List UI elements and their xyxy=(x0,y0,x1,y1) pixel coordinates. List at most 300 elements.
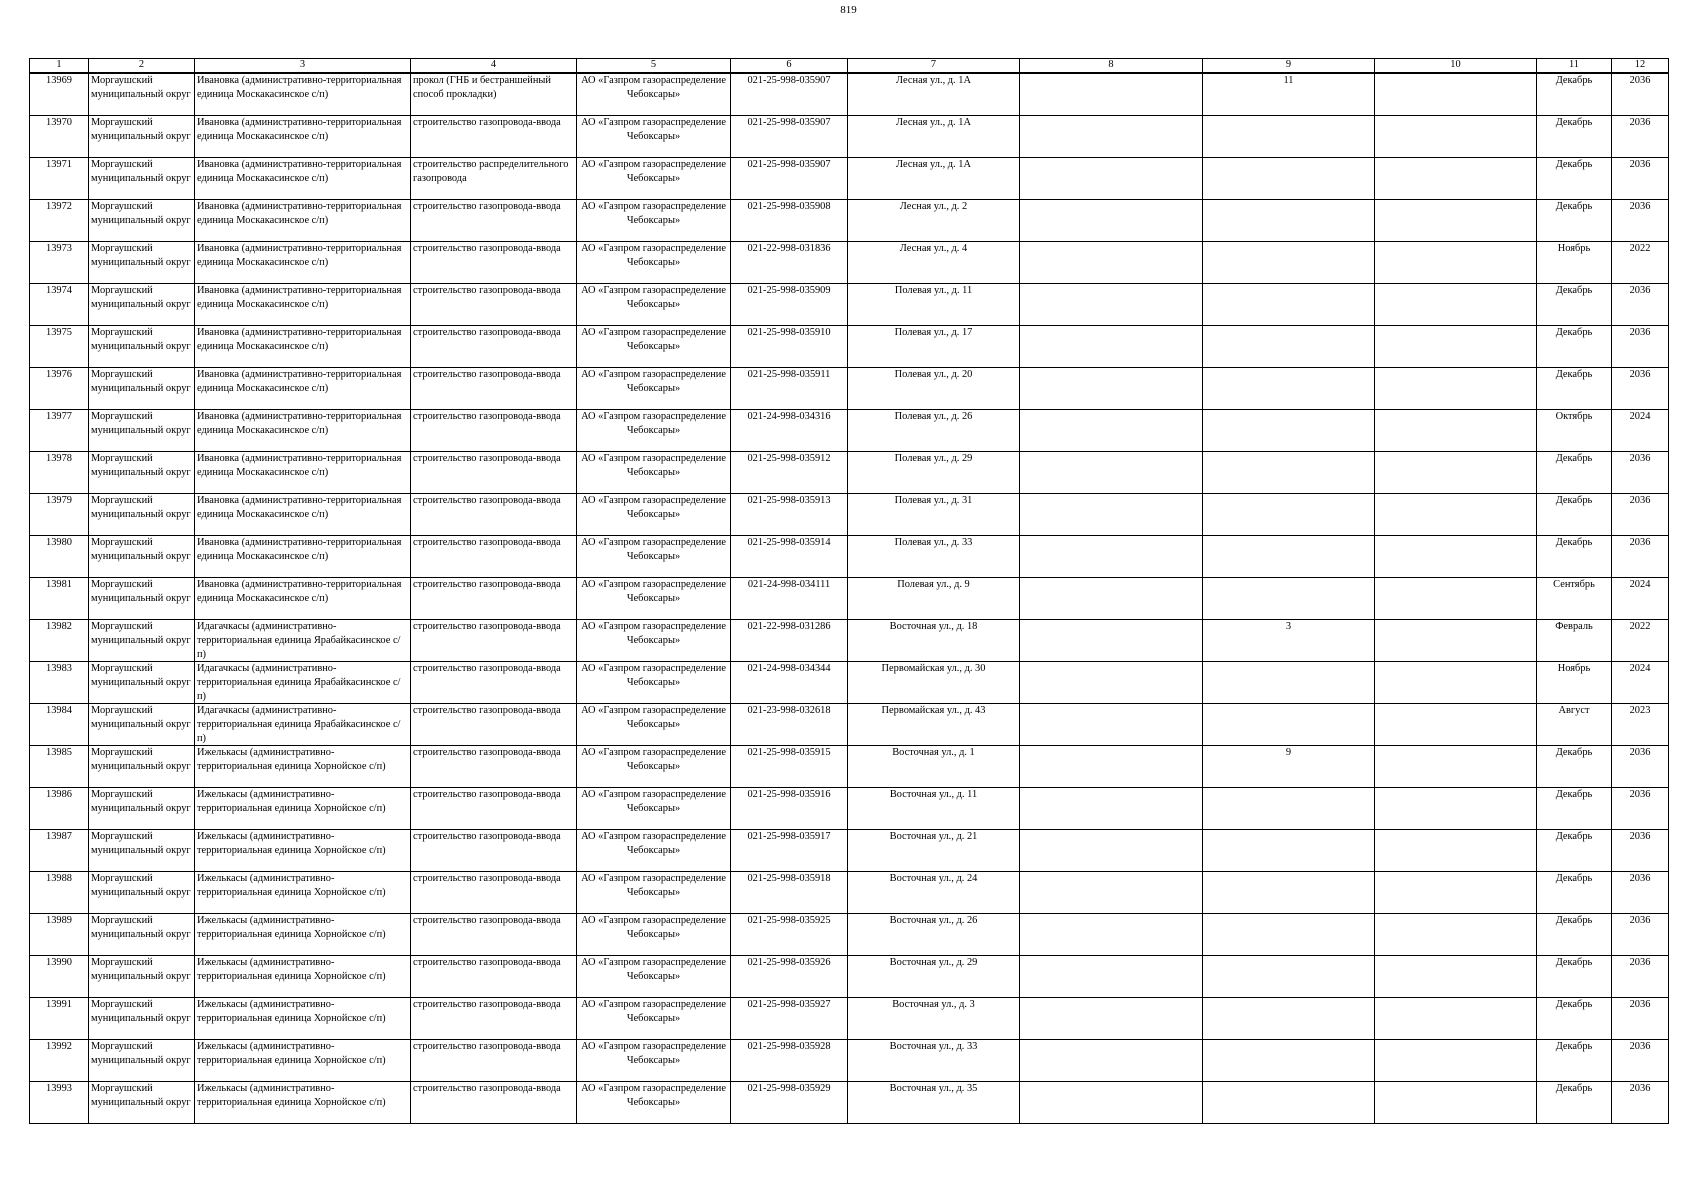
object-code-cell xyxy=(731,956,848,998)
work-type-cell-text: строительство газопровода-ввода xyxy=(413,411,561,422)
row-number-text: 13969 xyxy=(46,75,72,86)
work-type-cell xyxy=(411,746,577,788)
row-number xyxy=(30,73,89,116)
month-cell-text: Декабрь xyxy=(1555,999,1593,1010)
table-row xyxy=(30,704,1669,746)
work-type-cell xyxy=(411,326,577,368)
month-cell-text: Декабрь xyxy=(1555,789,1593,800)
year-cell xyxy=(1612,326,1669,368)
column-9-cell-text xyxy=(1205,956,1372,997)
organization-cell-text: АО «Газпром газораспределение Чебоксары» xyxy=(581,327,726,352)
settlement-cell-text: Ивановка (административно-территориальная единица Москакасинское с/п) xyxy=(197,327,402,352)
row-number xyxy=(30,620,89,662)
organization-cell xyxy=(577,116,731,158)
year-cell-text: 2036 xyxy=(1629,831,1651,842)
column-10-cell-text xyxy=(1377,662,1534,703)
district-cell-text: Моргаушский муниципальный округ xyxy=(91,789,191,814)
column-9-cell xyxy=(1203,830,1375,872)
table-row xyxy=(30,1040,1669,1082)
column-8-cell-text xyxy=(1022,368,1200,409)
column-9-cell-text xyxy=(1205,704,1372,745)
column-8-cell xyxy=(1020,872,1203,914)
organization-cell-text: АО «Газпром газораспределение Чебоксары» xyxy=(581,957,726,982)
work-type-cell-text: строительство распределительного газопровода xyxy=(413,159,569,184)
settlement-cell-text: Ивановка (административно-территориальная единица Москакасинское с/п) xyxy=(197,537,402,562)
settlement-cell-text: Ивановка (административно-территориальная единица Москакасинское с/п) xyxy=(197,579,402,604)
address-cell-text: Полевая ул., д. 29 xyxy=(894,453,973,464)
district-cell xyxy=(89,704,195,746)
column-header-4: 4 xyxy=(411,59,577,74)
row-number-text: 13987 xyxy=(46,831,72,842)
year-cell-text: 2036 xyxy=(1629,999,1651,1010)
column-10-cell xyxy=(1375,830,1537,872)
year-cell-text: 2022 xyxy=(1629,621,1651,632)
column-8-cell-text xyxy=(1022,116,1200,157)
address-cell xyxy=(848,410,1020,452)
column-9-cell-text xyxy=(1205,200,1372,241)
year-cell xyxy=(1612,830,1669,872)
month-cell xyxy=(1537,200,1612,242)
column-8-cell xyxy=(1020,326,1203,368)
table-row xyxy=(30,662,1669,704)
month-cell-text: Декабрь xyxy=(1555,747,1593,758)
district-cell xyxy=(89,326,195,368)
work-type-cell-text: строительство газопровода-ввода xyxy=(413,789,561,800)
organization-cell xyxy=(577,410,731,452)
month-cell-text: Декабрь xyxy=(1555,159,1593,170)
row-number xyxy=(30,410,89,452)
row-number-text: 13985 xyxy=(46,747,72,758)
address-cell-text: Восточная ул., д. 29 xyxy=(889,957,978,968)
organization-cell-text: АО «Газпром газораспределение Чебоксары» xyxy=(581,831,726,856)
organization-cell xyxy=(577,704,731,746)
organization-cell xyxy=(577,1082,731,1124)
column-8-cell xyxy=(1020,200,1203,242)
month-cell-text: Декабрь xyxy=(1555,915,1593,926)
address-cell xyxy=(848,242,1020,284)
column-header-9: 9 xyxy=(1203,59,1375,74)
month-cell-text: Декабрь xyxy=(1555,1083,1593,1094)
column-10-cell-text xyxy=(1377,830,1534,871)
year-cell-text: 2024 xyxy=(1629,579,1651,590)
object-code-cell xyxy=(731,662,848,704)
object-code-cell xyxy=(731,200,848,242)
row-number-text: 13973 xyxy=(46,243,72,254)
month-cell xyxy=(1537,1040,1612,1082)
district-cell xyxy=(89,200,195,242)
column-10-cell-text xyxy=(1377,1040,1534,1081)
address-cell-text: Полевая ул., д. 17 xyxy=(894,327,973,338)
district-cell-text: Моргаушский муниципальный округ xyxy=(91,285,191,310)
year-cell-text: 2036 xyxy=(1629,75,1651,86)
table-row xyxy=(30,242,1669,284)
address-cell-text: Полевая ул., д. 31 xyxy=(894,495,973,506)
column-9-cell xyxy=(1203,956,1375,998)
table-row xyxy=(30,452,1669,494)
address-cell-text: Полевая ул., д. 9 xyxy=(897,579,970,590)
year-cell-text: 2036 xyxy=(1629,873,1651,884)
address-cell xyxy=(848,746,1020,788)
object-code-cell-text: 021-24-998-034316 xyxy=(747,411,831,422)
column-9-cell-text xyxy=(1205,326,1372,367)
column-9-cell-text xyxy=(1205,284,1372,325)
year-cell xyxy=(1612,536,1669,578)
work-type-cell-text: строительство газопровода-ввода xyxy=(413,453,561,464)
settlement-cell-text: Ижелькасы (административно-территориальная единица Хорнойское с/п) xyxy=(197,873,386,898)
row-number xyxy=(30,746,89,788)
row-number-text: 13974 xyxy=(46,285,72,296)
year-cell xyxy=(1612,872,1669,914)
object-code-cell-text: 021-25-998-035929 xyxy=(747,1083,831,1094)
column-10-cell xyxy=(1375,914,1537,956)
address-cell xyxy=(848,998,1020,1040)
column-10-cell-text xyxy=(1377,914,1534,955)
settlement-cell xyxy=(195,914,411,956)
district-cell xyxy=(89,242,195,284)
row-number-text: 13979 xyxy=(46,495,72,506)
organization-cell xyxy=(577,368,731,410)
settlement-cell xyxy=(195,746,411,788)
table-row xyxy=(30,536,1669,578)
organization-cell-text: АО «Газпром газораспределение Чебоксары» xyxy=(581,285,726,310)
month-cell-text: Декабрь xyxy=(1555,957,1593,968)
row-number-text: 13992 xyxy=(46,1041,72,1052)
object-code-cell xyxy=(731,452,848,494)
row-number-text: 13971 xyxy=(46,159,72,170)
organization-cell-text: АО «Газпром газораспределение Чебоксары» xyxy=(581,411,726,436)
work-type-cell-text: строительство газопровода-ввода xyxy=(413,957,561,968)
year-cell xyxy=(1612,956,1669,998)
settlement-cell xyxy=(195,872,411,914)
year-cell xyxy=(1612,788,1669,830)
object-code-cell xyxy=(731,116,848,158)
column-8-cell-text xyxy=(1022,704,1200,745)
month-cell-text: Октябрь xyxy=(1555,411,1593,422)
work-type-cell xyxy=(411,1082,577,1124)
address-cell-text: Первомайская ул., д. 43 xyxy=(881,705,986,716)
settlement-cell xyxy=(195,410,411,452)
organization-cell-text: АО «Газпром газораспределение Чебоксары» xyxy=(581,789,726,814)
column-10-cell-text xyxy=(1377,620,1534,661)
settlement-cell xyxy=(195,116,411,158)
settlement-cell xyxy=(195,998,411,1040)
column-9-cell-text xyxy=(1205,872,1372,913)
column-9-cell-text xyxy=(1205,830,1372,871)
work-type-cell xyxy=(411,830,577,872)
work-type-cell xyxy=(411,578,577,620)
district-cell xyxy=(89,410,195,452)
object-code-cell xyxy=(731,368,848,410)
column-10-cell xyxy=(1375,998,1537,1040)
year-cell xyxy=(1612,73,1669,116)
row-number xyxy=(30,704,89,746)
column-header-7: 7 xyxy=(848,59,1020,74)
address-cell xyxy=(848,284,1020,326)
year-cell-text: 2036 xyxy=(1629,201,1651,212)
month-cell-text: Декабрь xyxy=(1555,201,1593,212)
object-code-cell-text: 021-25-998-035910 xyxy=(747,327,831,338)
row-number-text: 13982 xyxy=(46,621,72,632)
column-10-cell-text xyxy=(1377,956,1534,997)
page-number: 819 xyxy=(840,4,857,16)
column-10-cell xyxy=(1375,410,1537,452)
year-cell-text: 2036 xyxy=(1629,159,1651,170)
column-9-cell xyxy=(1203,200,1375,242)
address-cell-text: Полевая ул., д. 33 xyxy=(894,537,973,548)
column-8-cell xyxy=(1020,1040,1203,1082)
column-9-cell-text: 3 xyxy=(1285,621,1292,632)
column-10-cell xyxy=(1375,284,1537,326)
organization-cell xyxy=(577,788,731,830)
column-9-cell-text xyxy=(1205,116,1372,157)
month-cell-text: Декабрь xyxy=(1555,117,1593,128)
object-code-cell-text: 021-25-998-035912 xyxy=(747,453,831,464)
address-cell xyxy=(848,704,1020,746)
month-cell-text: Декабрь xyxy=(1555,831,1593,842)
column-9-cell xyxy=(1203,662,1375,704)
month-cell xyxy=(1537,284,1612,326)
address-cell xyxy=(848,956,1020,998)
year-cell-text: 2024 xyxy=(1629,663,1651,674)
district-cell-text: Моргаушский муниципальный округ xyxy=(91,999,191,1024)
district-cell xyxy=(89,368,195,410)
organization-cell-text: АО «Газпром газораспределение Чебоксары» xyxy=(581,1041,726,1066)
object-code-cell xyxy=(731,998,848,1040)
row-number xyxy=(30,914,89,956)
work-type-cell xyxy=(411,662,577,704)
column-8-cell-text xyxy=(1022,578,1200,619)
work-type-cell xyxy=(411,410,577,452)
column-10-cell xyxy=(1375,73,1537,116)
column-header-1: 1 xyxy=(30,59,89,74)
column-10-cell-text xyxy=(1377,452,1534,493)
table-row xyxy=(30,494,1669,536)
address-cell xyxy=(848,914,1020,956)
address-cell-text: Лесная ул., д. 1А xyxy=(896,117,971,128)
column-10-cell-text xyxy=(1377,788,1534,829)
address-cell-text: Восточная ул., д. 1 xyxy=(892,747,975,758)
organization-cell-text: АО «Газпром газораспределение Чебоксары» xyxy=(581,705,726,730)
table-row xyxy=(30,956,1669,998)
address-cell xyxy=(848,536,1020,578)
column-10-cell-text xyxy=(1377,158,1534,199)
object-code-cell xyxy=(731,73,848,116)
row-number xyxy=(30,578,89,620)
month-cell-text: Декабрь xyxy=(1555,75,1593,86)
month-cell-text: Ноябрь xyxy=(1557,663,1591,674)
organization-cell-text: АО «Газпром газораспределение Чебоксары» xyxy=(581,621,726,646)
work-type-cell-text: строительство газопровода-ввода xyxy=(413,117,561,128)
year-cell xyxy=(1612,116,1669,158)
column-8-cell xyxy=(1020,536,1203,578)
column-9-cell xyxy=(1203,998,1375,1040)
settlement-cell xyxy=(195,830,411,872)
work-type-cell-text: строительство газопровода-ввода xyxy=(413,495,561,506)
district-cell xyxy=(89,578,195,620)
district-cell xyxy=(89,914,195,956)
column-8-cell-text xyxy=(1022,956,1200,997)
object-code-cell-text: 021-25-998-035915 xyxy=(747,747,831,758)
column-10-cell xyxy=(1375,872,1537,914)
object-code-cell xyxy=(731,158,848,200)
column-9-cell xyxy=(1203,158,1375,200)
row-number xyxy=(30,956,89,998)
object-code-cell xyxy=(731,578,848,620)
settlement-cell xyxy=(195,242,411,284)
month-cell xyxy=(1537,704,1612,746)
address-cell-text: Полевая ул., д. 26 xyxy=(894,411,973,422)
column-9-cell xyxy=(1203,494,1375,536)
column-10-cell xyxy=(1375,956,1537,998)
object-code-cell xyxy=(731,410,848,452)
settlement-cell xyxy=(195,620,411,662)
object-code-cell-text: 021-25-998-035925 xyxy=(747,915,831,926)
column-10-cell xyxy=(1375,620,1537,662)
column-10-cell xyxy=(1375,242,1537,284)
column-8-cell xyxy=(1020,158,1203,200)
table-body xyxy=(30,73,1669,1124)
month-cell xyxy=(1537,620,1612,662)
month-cell xyxy=(1537,830,1612,872)
district-cell xyxy=(89,746,195,788)
column-9-cell-text xyxy=(1205,998,1372,1039)
settlement-cell-text: Ивановка (административно-территориальная единица Москакасинское с/п) xyxy=(197,159,402,184)
column-10-cell-text xyxy=(1377,410,1534,451)
settlement-cell-text: Ижелькасы (административно-территориальная единица Хорнойское с/п) xyxy=(197,789,386,814)
organization-cell xyxy=(577,746,731,788)
row-number xyxy=(30,536,89,578)
organization-cell-text: АО «Газпром газораспределение Чебоксары» xyxy=(581,915,726,940)
column-9-cell-text: 9 xyxy=(1285,747,1292,758)
organization-cell-text: АО «Газпром газораспределение Чебоксары» xyxy=(581,873,726,898)
column-8-cell-text xyxy=(1022,200,1200,241)
organization-cell-text: АО «Газпром газораспределение Чебоксары» xyxy=(581,999,726,1024)
address-cell-text: Восточная ул., д. 3 xyxy=(892,999,975,1010)
year-cell-text: 2036 xyxy=(1629,285,1651,296)
year-cell xyxy=(1612,914,1669,956)
year-cell xyxy=(1612,1040,1669,1082)
row-number xyxy=(30,662,89,704)
settlement-cell-text: Ижелькасы (административно-территориальная единица Хорнойское с/п) xyxy=(197,831,386,856)
object-code-cell-text: 021-24-998-034111 xyxy=(747,579,831,590)
year-cell xyxy=(1612,494,1669,536)
column-8-cell xyxy=(1020,368,1203,410)
settlement-cell xyxy=(195,956,411,998)
organization-cell xyxy=(577,620,731,662)
column-10-cell-text xyxy=(1377,872,1534,913)
row-number xyxy=(30,830,89,872)
organization-cell-text: АО «Газпром газораспределение Чебоксары» xyxy=(581,663,726,688)
settlement-cell-text: Ижелькасы (административно-территориальная единица Хорнойское с/п) xyxy=(197,957,386,982)
work-type-cell-text: строительство газопровода-ввода xyxy=(413,873,561,884)
column-8-cell-text xyxy=(1022,1040,1200,1081)
district-cell xyxy=(89,1040,195,1082)
work-type-cell-text: строительство газопровода-ввода xyxy=(413,201,561,212)
column-10-cell xyxy=(1375,326,1537,368)
column-9-cell xyxy=(1203,620,1375,662)
column-10-cell-text xyxy=(1377,200,1534,241)
column-8-cell-text xyxy=(1022,74,1200,115)
object-code-cell-text: 021-22-998-031286 xyxy=(747,621,831,632)
district-cell-text: Моргаушский муниципальный округ xyxy=(91,243,191,268)
column-9-cell xyxy=(1203,116,1375,158)
organization-cell xyxy=(577,536,731,578)
work-type-cell xyxy=(411,116,577,158)
column-8-cell xyxy=(1020,494,1203,536)
year-cell xyxy=(1612,1082,1669,1124)
object-code-cell xyxy=(731,1040,848,1082)
address-cell xyxy=(848,494,1020,536)
object-code-cell-text: 021-25-998-035917 xyxy=(747,831,831,842)
address-cell-text: Лесная ул., д. 4 xyxy=(899,243,968,254)
object-code-cell-text: 021-25-998-035918 xyxy=(747,873,831,884)
work-type-cell-text: строительство газопровода-ввода xyxy=(413,285,561,296)
column-10-cell xyxy=(1375,662,1537,704)
address-cell xyxy=(848,620,1020,662)
work-type-cell xyxy=(411,158,577,200)
month-cell-text: Декабрь xyxy=(1555,537,1593,548)
settlement-cell xyxy=(195,494,411,536)
object-code-cell-text: 021-25-998-035907 xyxy=(747,75,831,86)
month-cell xyxy=(1537,158,1612,200)
organization-cell-text: АО «Газпром газораспределение Чебоксары» xyxy=(581,747,726,772)
column-10-cell xyxy=(1375,536,1537,578)
column-9-cell xyxy=(1203,1040,1375,1082)
table-row xyxy=(30,746,1669,788)
month-cell xyxy=(1537,872,1612,914)
settlement-cell-text: Идагачкасы (административно-территориальная единица Ярабайкасинское с/п) xyxy=(197,621,401,660)
row-number-text: 13976 xyxy=(46,369,72,380)
district-cell-text: Моргаушский муниципальный округ xyxy=(91,1083,191,1108)
year-cell xyxy=(1612,662,1669,704)
address-cell-text: Восточная ул., д. 11 xyxy=(889,789,978,800)
column-9-cell-text xyxy=(1205,410,1372,451)
column-8-cell-text xyxy=(1022,620,1200,661)
year-cell xyxy=(1612,158,1669,200)
settlement-cell-text: Ижелькасы (административно-территориальная единица Хорнойское с/п) xyxy=(197,1041,386,1066)
column-header-2: 2 xyxy=(89,59,195,74)
address-cell-text: Лесная ул., д. 1А xyxy=(896,75,971,86)
column-8-cell-text xyxy=(1022,452,1200,493)
column-8-cell xyxy=(1020,956,1203,998)
organization-cell xyxy=(577,452,731,494)
row-number xyxy=(30,116,89,158)
organization-cell-text: АО «Газпром газораспределение Чебоксары» xyxy=(581,159,726,184)
row-number-text: 13991 xyxy=(46,999,72,1010)
column-10-cell xyxy=(1375,1082,1537,1124)
work-type-cell-text: строительство газопровода-ввода xyxy=(413,747,561,758)
address-cell xyxy=(848,452,1020,494)
address-cell xyxy=(848,872,1020,914)
object-code-cell xyxy=(731,494,848,536)
column-10-cell xyxy=(1375,578,1537,620)
organization-cell xyxy=(577,326,731,368)
header-row xyxy=(30,59,1669,74)
object-code-cell xyxy=(731,242,848,284)
column-9-cell xyxy=(1203,914,1375,956)
column-10-cell xyxy=(1375,452,1537,494)
year-cell-text: 2036 xyxy=(1629,117,1651,128)
column-10-cell xyxy=(1375,746,1537,788)
organization-cell xyxy=(577,662,731,704)
year-cell xyxy=(1612,704,1669,746)
settlement-cell xyxy=(195,1082,411,1124)
organization-cell-text: АО «Газпром газораспределение Чебоксары» xyxy=(581,579,726,604)
column-9-cell-text xyxy=(1205,536,1372,577)
district-cell-text: Моргаушский муниципальный округ xyxy=(91,495,191,520)
row-number-text: 13981 xyxy=(46,579,72,590)
organization-cell-text: АО «Газпром газораспределение Чебоксары» xyxy=(581,117,726,142)
